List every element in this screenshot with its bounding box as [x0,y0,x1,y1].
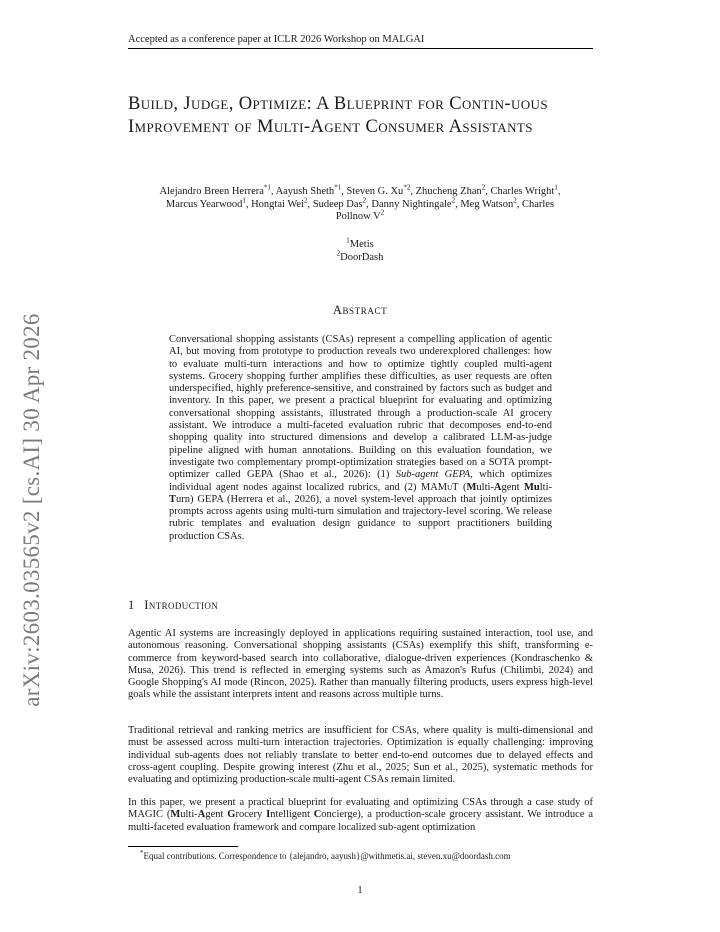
author-name: Danny Nightingale [371,198,452,210]
author-list [120,183,600,224]
footnote: *Equal contributions. Correspondence to {alejandro, aayush}@withmetis.ai, steven.xu@doordash.com [140,849,511,861]
arxiv-watermark [2,300,62,720]
author-name: Hongtai Wei [251,198,304,210]
footnote-rule [128,846,238,847]
author-name: Meg Watson [460,198,514,210]
author-name: Sudeep Das [312,198,363,210]
abstract-heading: Abstract [332,303,388,317]
sub-agent-gepa-term: Sub-agent GEPA [395,469,471,481]
section-heading [128,598,218,613]
intro-paragraph-3: In this paper, we present a practical blueprint for evaluating and optimizing CSAs through a case study of MAGIC (Multi-Agent Grocery Intelligent Concierge), a production-scale grocery assistant. We introduce a multi-faceted evaluation framework and compare localized sub-agent optimization [128,797,593,833]
author-name: Charles Wright [490,186,555,197]
section-title: Introduction [144,598,219,612]
affiliations [120,238,600,264]
author-name: Zhucheng Zhan [415,186,482,197]
mamut-term: MAMuT [420,481,459,493]
author-line-3: Pollnow $V^2$ [335,208,385,222]
author-name: Alejandro Breen Herrera [159,186,264,197]
section-number: 1 [128,598,135,612]
affiliation-item: $^2$DoorDash [336,249,384,263]
intro-paragraph-1: Agentic AI systems are increasingly deployed in applications requiring sustained interaction, tool use, and autonomous reasoning. Conversational shopping assistants (CSAs) exemplify this shift, transforming e-commerce from keyword-based search into collaborative, dialogue-driven experiences (Kondraschenko & Musa, 2026). This trend is reflected in emerging systems such as Amazon's Rufus (Chilimbi, 2024) and Google Shopping's AI mode (Rincon, 2025). Rather than manually filtering products, users express high-level goals while the assistant interprets intent and reasons across multiple turns. [128,628,593,701]
author-name: Aayush Sheth [275,186,335,197]
intro-paragraph-2: Traditional retrieval and ranking metrics are insufficient for CSAs, where quality is multi-dimensional and must be assessed across multi-turn interaction trajectories. Optimization is equally challenging: improving individual sub-agents does not reliably translate to better end-to-end outcomes due to delayed effects and cross-agent coupling. Despite growing interest (Zhu et al., 2025; Sun et al., 2025), systematic methods for evaluating and optimizing production-scale multi-agent CSAs remain limited. [128,725,593,786]
author-line-2: Marcus Yearwood$^1$, Hongtai Wei$^2$, Sudeep Das$^2$, Danny Nightingale$^2$, Meg Watson$^2$, Charles [165,196,555,210]
page-number: 1 [357,885,363,896]
author-name: Charles [522,198,555,210]
arxiv-id: arXiv:2603.03565v2 [cs.AI] 30 Apr 2026 [19,313,44,707]
author-name: Steven G. Xu [346,186,404,197]
paper-title: Build, Judge, Optimize: A Blueprint for Contin-uous Improvement of Multi-Agent Consumer Assistants [128,94,548,137]
conference-header: Accepted as a conference paper at ICLR 2026 Workshop on MALGAI [128,34,593,49]
author-name: Pollnow V [335,211,381,222]
author-name: Marcus Yearwood [165,198,243,210]
author-line-1: Alejandro Breen Herrera$^{*1}$, Aayush Sheth$^{*1}$, Steven G. Xu$^{*2}$, Zhucheng Zhan$^2$, Charles Wright$^1$, [159,183,561,197]
affiliation-item: $^1$Metis [346,236,374,250]
abstract-body: Conversational shopping assistants (CSAs) represent a compelling application of agentic AI, but moving from prototype to production reveals two underexplored challenges: how to evaluate multi-turn interactions and how to optimize tightly coupled multi-agent systems. Grocery shopping further amplifies these difficulties, as user requests are often underspecified, highly preference-sensitive, and constrained by factors such as budget and inventory. In this paper, we present a practical blueprint for evaluating and optimizing conversational shopping assistants, illustrated through a production-scale AI grocery assistant. We introduce a multi-faceted evaluation rubric that decomposes end-to-end shopping quality into structured dimensions and develop a calibrated LLM-as-judge pipeline aligned with human annotations. Building on this evaluation foundation, we investigate two complementary prompt-optimization strategies based on a SOTA prompt-optimizer called GEPA (Shao et al., 2026): (1) Sub-agent GEPA, which optimizes individual agent nodes against localized rubrics, and (2) MAMuT (Multi-Agent Multi-Turn) GEPA (Herrera et al., 2026), a novel system-level approach that jointly optimizes prompts across agents using multi-turn simulation and trajectory-level scoring. We release rubric templates and evaluation design guidance to support practitioners building production CSAs. [169,334,552,542]
